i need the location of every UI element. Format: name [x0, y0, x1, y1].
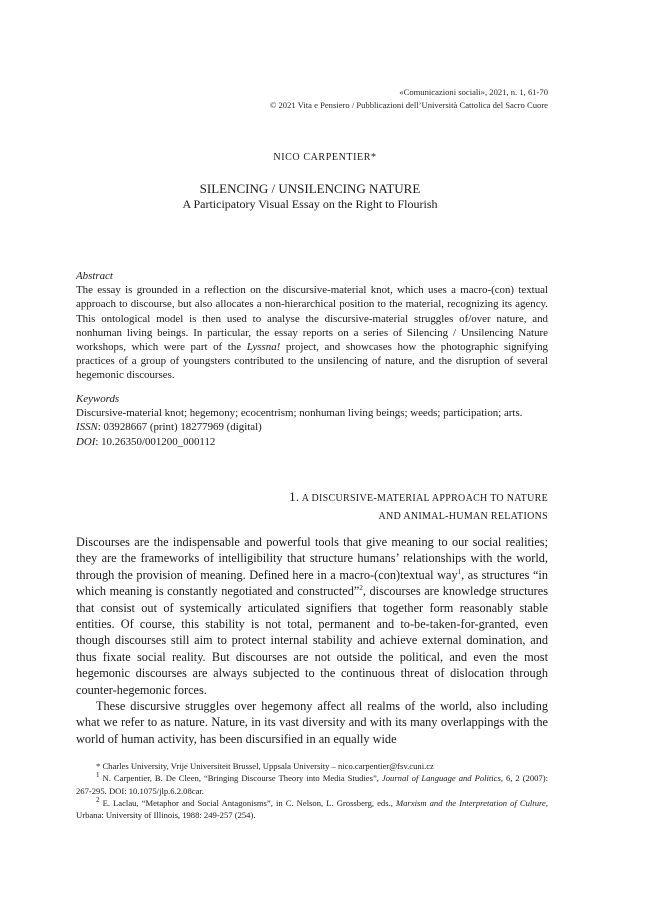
footnotes — [76, 760, 548, 821]
footnote-2: $^2$ E. Laclau, “Metaphor and Social Antagonisms”, in C. Nelson, L. Grossberg, eds., Marxism and the Interpretation of Culture, Urbana: University of Illinois, 1988: 249-257 (254). — [76, 796, 548, 821]
footnote-1: $^1$ N. Carpentier, B. De Cleen, “Bringing Discourse Theory into Media Studies”, Journal of Language and Politics, 6, 2 (2007): 267-295. DOI: 10.1075/jlp.6.2.08car. — [76, 771, 548, 796]
copyright-line: © 2021 Vita e Pensiero / Pubblicazioni dell’Università Cattolica del Sacro Cuore — [269, 99, 548, 110]
section-title-line2: AND ANIMAL-HUMAN RELATIONS — [378, 511, 548, 522]
footnote-ref-2: 2 — [359, 584, 363, 593]
paper-title: SILENCING / UNSILENCING NATURE — [199, 181, 421, 196]
section-heading — [289, 488, 548, 526]
footnote-affiliation: * Charles University, Vrije Universiteit Brussel, Uppsala University – nico.carpentier@fsv.cuni.cz — [96, 761, 434, 771]
footnote-ref-1: 1 — [457, 567, 462, 576]
body-text — [76, 534, 548, 747]
author-name: NICO CARPENTIER* — [273, 152, 377, 163]
paper-subtitle: A Participatory Visual Essay on the Right to Flourish — [182, 197, 438, 211]
project-name: Lyssna! — [246, 341, 281, 354]
doi-line: DOI: 10.26350/001200_000112 — [76, 435, 216, 448]
journal-header — [270, 86, 548, 111]
keywords-text: Discursive-material knot; hegemony; ecocentrism; nonhuman living beings; weeds; participation; arts. — [76, 407, 523, 420]
abstract-label: Abstract — [76, 270, 113, 282]
journal-citation: «Comunicazioni sociali», 2021, n. 1, 61-70 — [399, 87, 548, 97]
abstract-text: The essay is grounded in a reflection on the discursive-material knot, which uses a macro-(con) textual approach to discourse, but also allocates a non-hierarchical position to the material, recognizing its agency. This ontological model is then used to analyse the discursive-material struggles of/over nature, and nonhuman living beings. In particular, the essay reports on a series of Silencing / Unsilencing Nature workshops, which were part of the Lyssna! project, and showcases how the photographic signifying practices of a group of youngsters contributed to the unsilencing of nature, and the disruption of several hegemonic discourses. — [76, 284, 548, 382]
keywords-label: Keywords — [76, 393, 120, 405]
issn-line: ISSN: 03928667 (print) 18277969 (digital) — [76, 421, 262, 434]
body-paragraph-2: These discursive struggles over hegemony affect all realms of the world, also including what we refer to as nature. Nature, in its vast diversity and with its many overlappings with the world of human activity, has been discursified in an equally wide — [76, 699, 548, 746]
section-number: 1. — [289, 489, 300, 504]
section-title-line1: A DISCURSIVE-MATERIAL APPROACH TO NATURE — [301, 493, 548, 504]
body-paragraph-1: Discourses are the indispensable and powerful tools that give meaning to our social realities; they are the frameworks of intelligibility that structure humans’ relationships with the world, through the provision of meaning. Defined here in a macro-(con)textual way$^1$, as structures “in which meaning is constantly negotiated and constructed”$^2$, discourses are knowledge structures that consist out of systemically articulated signifiers that together form reasonably stable entities. Of course, this stability is not total, permanent and to-be-taken-for-granted, even though discourses still aim to protect internal stability and achieve external domination, and thus fixate social reality. But discourses are not outside the political, and even the most hegemonic discourses are always subjected to the continuous threat of dislocation through counter-hegemonic forces. — [76, 535, 549, 697]
abstract-block — [76, 269, 548, 383]
keywords-block — [76, 392, 548, 449]
